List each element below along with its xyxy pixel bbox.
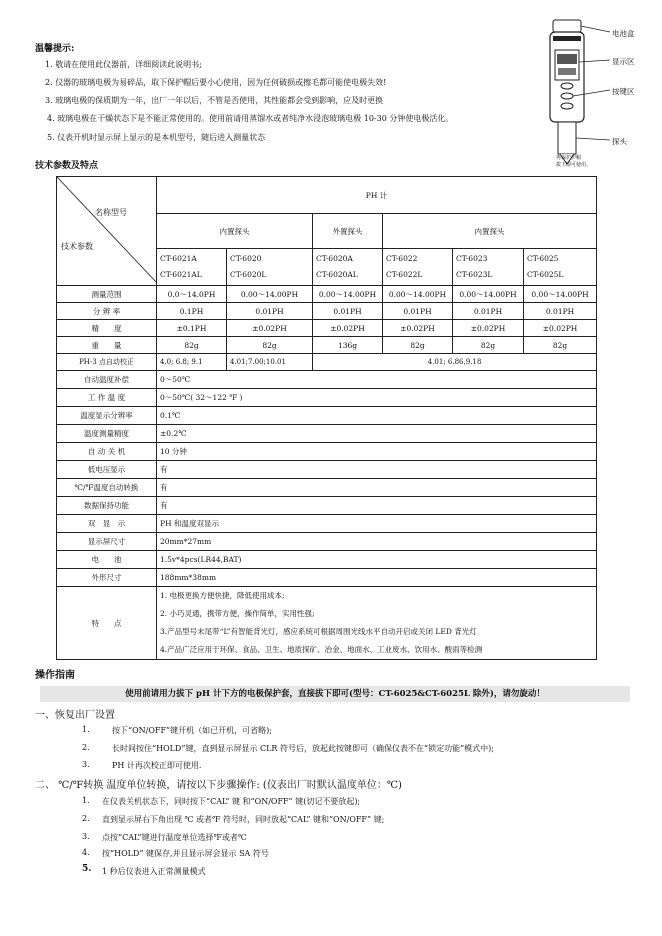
model-cell: CT-6020A CT-6020AL [313,249,383,286]
row-resolution: 分 辨 率 0.1PH 0.01PH 0.01PH 0.01PH 0.01PH 0.01PH [57,303,597,320]
corner-param-label: 技术参数 [61,242,93,251]
tip-5: 5. 仪表开机时显示屏上显示的是本机型号，随后进入测量状态 [47,133,266,142]
row-common: 外形尺寸 188mm*38mm [57,569,597,587]
ph-meter-illustration [546,18,658,170]
row-common: 双 显 示 PH 和温度双显示 [57,515,597,533]
row-common: ℃/℉温度自动转换 有 [57,479,597,497]
row-weight: 重 量 82g 82g 136g 82g 82g 82g [57,337,597,354]
row-common: 工 作 温 度 0～50℃( 32～122 ℉ ) [57,389,597,407]
sec2-step-text: 直到显示屏右下角出现 ℃ 或者℉ 符号时，同时放起“CAL” 键和“ON/OFF” 键; [102,815,385,824]
sec2-step-text: 点按“CAL”键进行温度单位选择℉或者℃ [102,833,247,842]
label-keypad: 按键区 [612,87,635,96]
tip-2: 2. 仪器的玻璃电极为易碎品，取下保护帽后要小心使用，因为任何破损或擦毛都可能使电极失效! [45,78,387,87]
probe-note-2: 拔下即可使用。 [556,162,592,168]
row-common: 显示屏尺寸 20mm*27mm [57,533,597,551]
probe-type-internal-1: 内置探头 [157,214,313,249]
sec2-step-num: 1. [82,796,90,805]
label-display: 显示区 [612,57,635,66]
model-cell: CT-6020 CT-6020L [227,249,313,286]
row-common: 自动温度补偿 0～50℃ [57,371,597,389]
row-common: 低电压显示 有 [57,461,597,479]
feature-item: 1. 电极更换方便快捷，降低使用成本; [160,591,285,600]
corner-header-cell [57,177,157,286]
guide-title: 操作指南 [35,670,75,681]
sec1-step-num: 3. [82,760,90,769]
feature-item: 2. 小巧灵通，携带方便，操作简单，实用性强; [160,609,315,618]
row-common: 电 池 1.5v*4pcs(LR44,BAT) [57,551,597,569]
model-cell: CT-6021A CT-6021AL [157,249,227,286]
device-diagram [546,18,658,170]
sec2-step-num: 3. [82,832,90,841]
row-accuracy: 精 度 ±0.1PH ±0.02PH ±0.02PH ±0.02PH ±0.02PH ±0.02PH [57,320,597,337]
model-cell: CT-6025 CT-6025L [524,249,597,286]
sec1-step-text: PH 计再次校正即可使用. [112,761,202,770]
sec1-step-num: 1. [82,725,90,734]
probe-type-internal-2: 内置探头 [383,214,597,249]
sec2-step-num: 4. [82,848,90,857]
tip-4: 4. 玻璃电极在干燥状态下是不能正常使用的。使用前请用蒸馏水或者纯净水浸泡玻璃电极 10-30 分钟使电极活化。 [47,114,454,123]
label-battery-box: 电池盒 [612,29,635,38]
row-common: 数据保持功能 有 [57,497,597,515]
tips-title: 温馨提示: [35,44,75,54]
spec-table [56,176,597,660]
probe-type-external: 外置探头 [313,214,383,249]
row-common: 温度测量精度 ±0.2℃ [57,425,597,443]
label-probe: 探头 [612,137,627,146]
sec1-step-text: 长时间按住“HOLD”键，直到显示屏显示 CLR 符号后，放起此按键即可（确保仪表不在”锁定功能”模式中); [112,744,494,753]
sec2-step-text: 在仪表关机状态下，同时按下“CAL” 键 和“ON/OFF” 键(切记不要放起); [102,797,361,806]
sec1-step-num: 2. [82,743,90,752]
diagonal-line [57,177,157,283]
row-range: 测量范围 0.0～14.0PH 0.00～14.00PH 0.00～14.00PH 0.00～14.00PH 0.00～14.00PH 0.00～14.00PH [57,286,597,303]
sec2-step-text: 1 秒后仪表进入正常测量模式 [102,867,206,876]
row-features: 特 点 1. 电极更换方便快捷，降低使用成本; 2. 小巧灵通，携带方便，操作简单，实用性强; 3.产品型号末尾带“L”有智能背光灯，感应系统可根据周围光线水平自动开启或关闭 LED 背光灯 4.产品广泛应用于环保、食品、卫生、地质探矿、冶金、地面水、工业废水、饮用水、酸雨等检测 [57,587,597,660]
row-common: 自 动 关 机 10 分钟 [57,443,597,461]
feature-item: 4.产品广泛应用于环保、食品、卫生、地质探矿、冶金、地面水、工业废水、饮用水、酸雨等检测 [160,645,483,654]
tip-1: 1. 敬请在使用此仪器前，详细阅读此说明书; [45,60,202,69]
ph-header: PH 计 [157,177,597,214]
corner-model-label: 名称型号 [95,208,127,217]
row-common: 温度显示分辨率 0.1℃ [57,407,597,425]
guide-note: 使用前请用力拔下 pH 计下方的电极保护套，直接拔下即可(型号：CT-6025&CT-6025L 除外)，请勿旋动！ [40,686,630,702]
row-calibration: PH-3 点自动校正 4.0; 6.8; 9.1 4.01;7.00;10.01 4.01; 6.86,9.18 [57,354,597,371]
sec2-step-num: 5. [82,864,92,874]
model-cell: CT-6023 CT-6023L [453,249,524,286]
probe-note-1: 再保护护帽 [556,155,582,161]
model-cell: CT-6022 CT-6022L [383,249,453,286]
sec1-step-text: 按下“ON/OFF”键开机（如已开机，可省略); [112,726,272,735]
tip-3: 3. 玻璃电极的保质期为一年，出厂一年以后，不管是否使用，其性能都会受到影响，应及时更换 [45,96,384,105]
feature-item: 3.产品型号末尾带“L”有智能背光灯，感应系统可根据周围光线水平自动开启或关闭 LED 背光灯 [160,627,477,636]
section-1-title: 一、恢复出厂设置 [35,710,115,721]
sec2-step-num: 2. [82,814,90,823]
sec2-step-text: 按“HOLD” 键保存,并且显示屏会显示 SA 符号 [102,849,269,858]
spec-title: 技术参数及特点 [35,161,99,171]
section-2-title: 二、 ℃/℉转换 温度单位转换，请按以下步骤操作: (仪表出厂时默认温度单位：℃) [35,780,402,791]
